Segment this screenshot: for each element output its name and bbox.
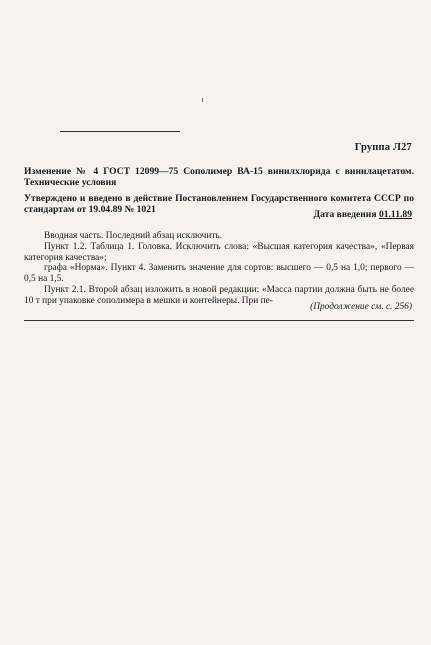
scan-speck (202, 98, 203, 102)
continuation-note: (Продолжение см. с. 256) (310, 302, 412, 312)
group-label: Группа Л27 (354, 142, 412, 153)
top-rule (60, 131, 180, 132)
body-paragraph: Пункт 2.1. Второй абзац изложить в новой редакции: «Масса партии должна быть не более 10 т при упаковке сополимера в мешки и контейнеры. При пе- (24, 284, 414, 306)
change-body (24, 231, 414, 307)
bottom-rule (24, 320, 414, 321)
approval-statement: Утверждено и введено в действие Постановлением Государственного комитета СССР по стандартам от 19.04.89 № 1021 (24, 193, 414, 215)
body-paragraph: Вводная часть. Последний абзац исключить. (44, 231, 223, 241)
body-paragraph: графа «Норма». Пункт 4. Заменить значение для сортов: высшего — 0,5 на 1,0; первого — 0,5 на 1,5. (24, 263, 414, 285)
change-title: Изменение № 4 ГОСТ 12099—75 Сополимер ВА-15 винилхлорида с винилацетатом. Технические условия (24, 166, 414, 188)
effective-date-value: 01.11.89 (378, 209, 412, 220)
effective-date (314, 209, 413, 220)
body-paragraph: Пункт 1.2. Таблица 1. Головка. Исключить слова: «Высшая категория качества», «Первая категория качества»; (24, 241, 414, 263)
effective-date-label: Дата введения (313, 209, 377, 220)
